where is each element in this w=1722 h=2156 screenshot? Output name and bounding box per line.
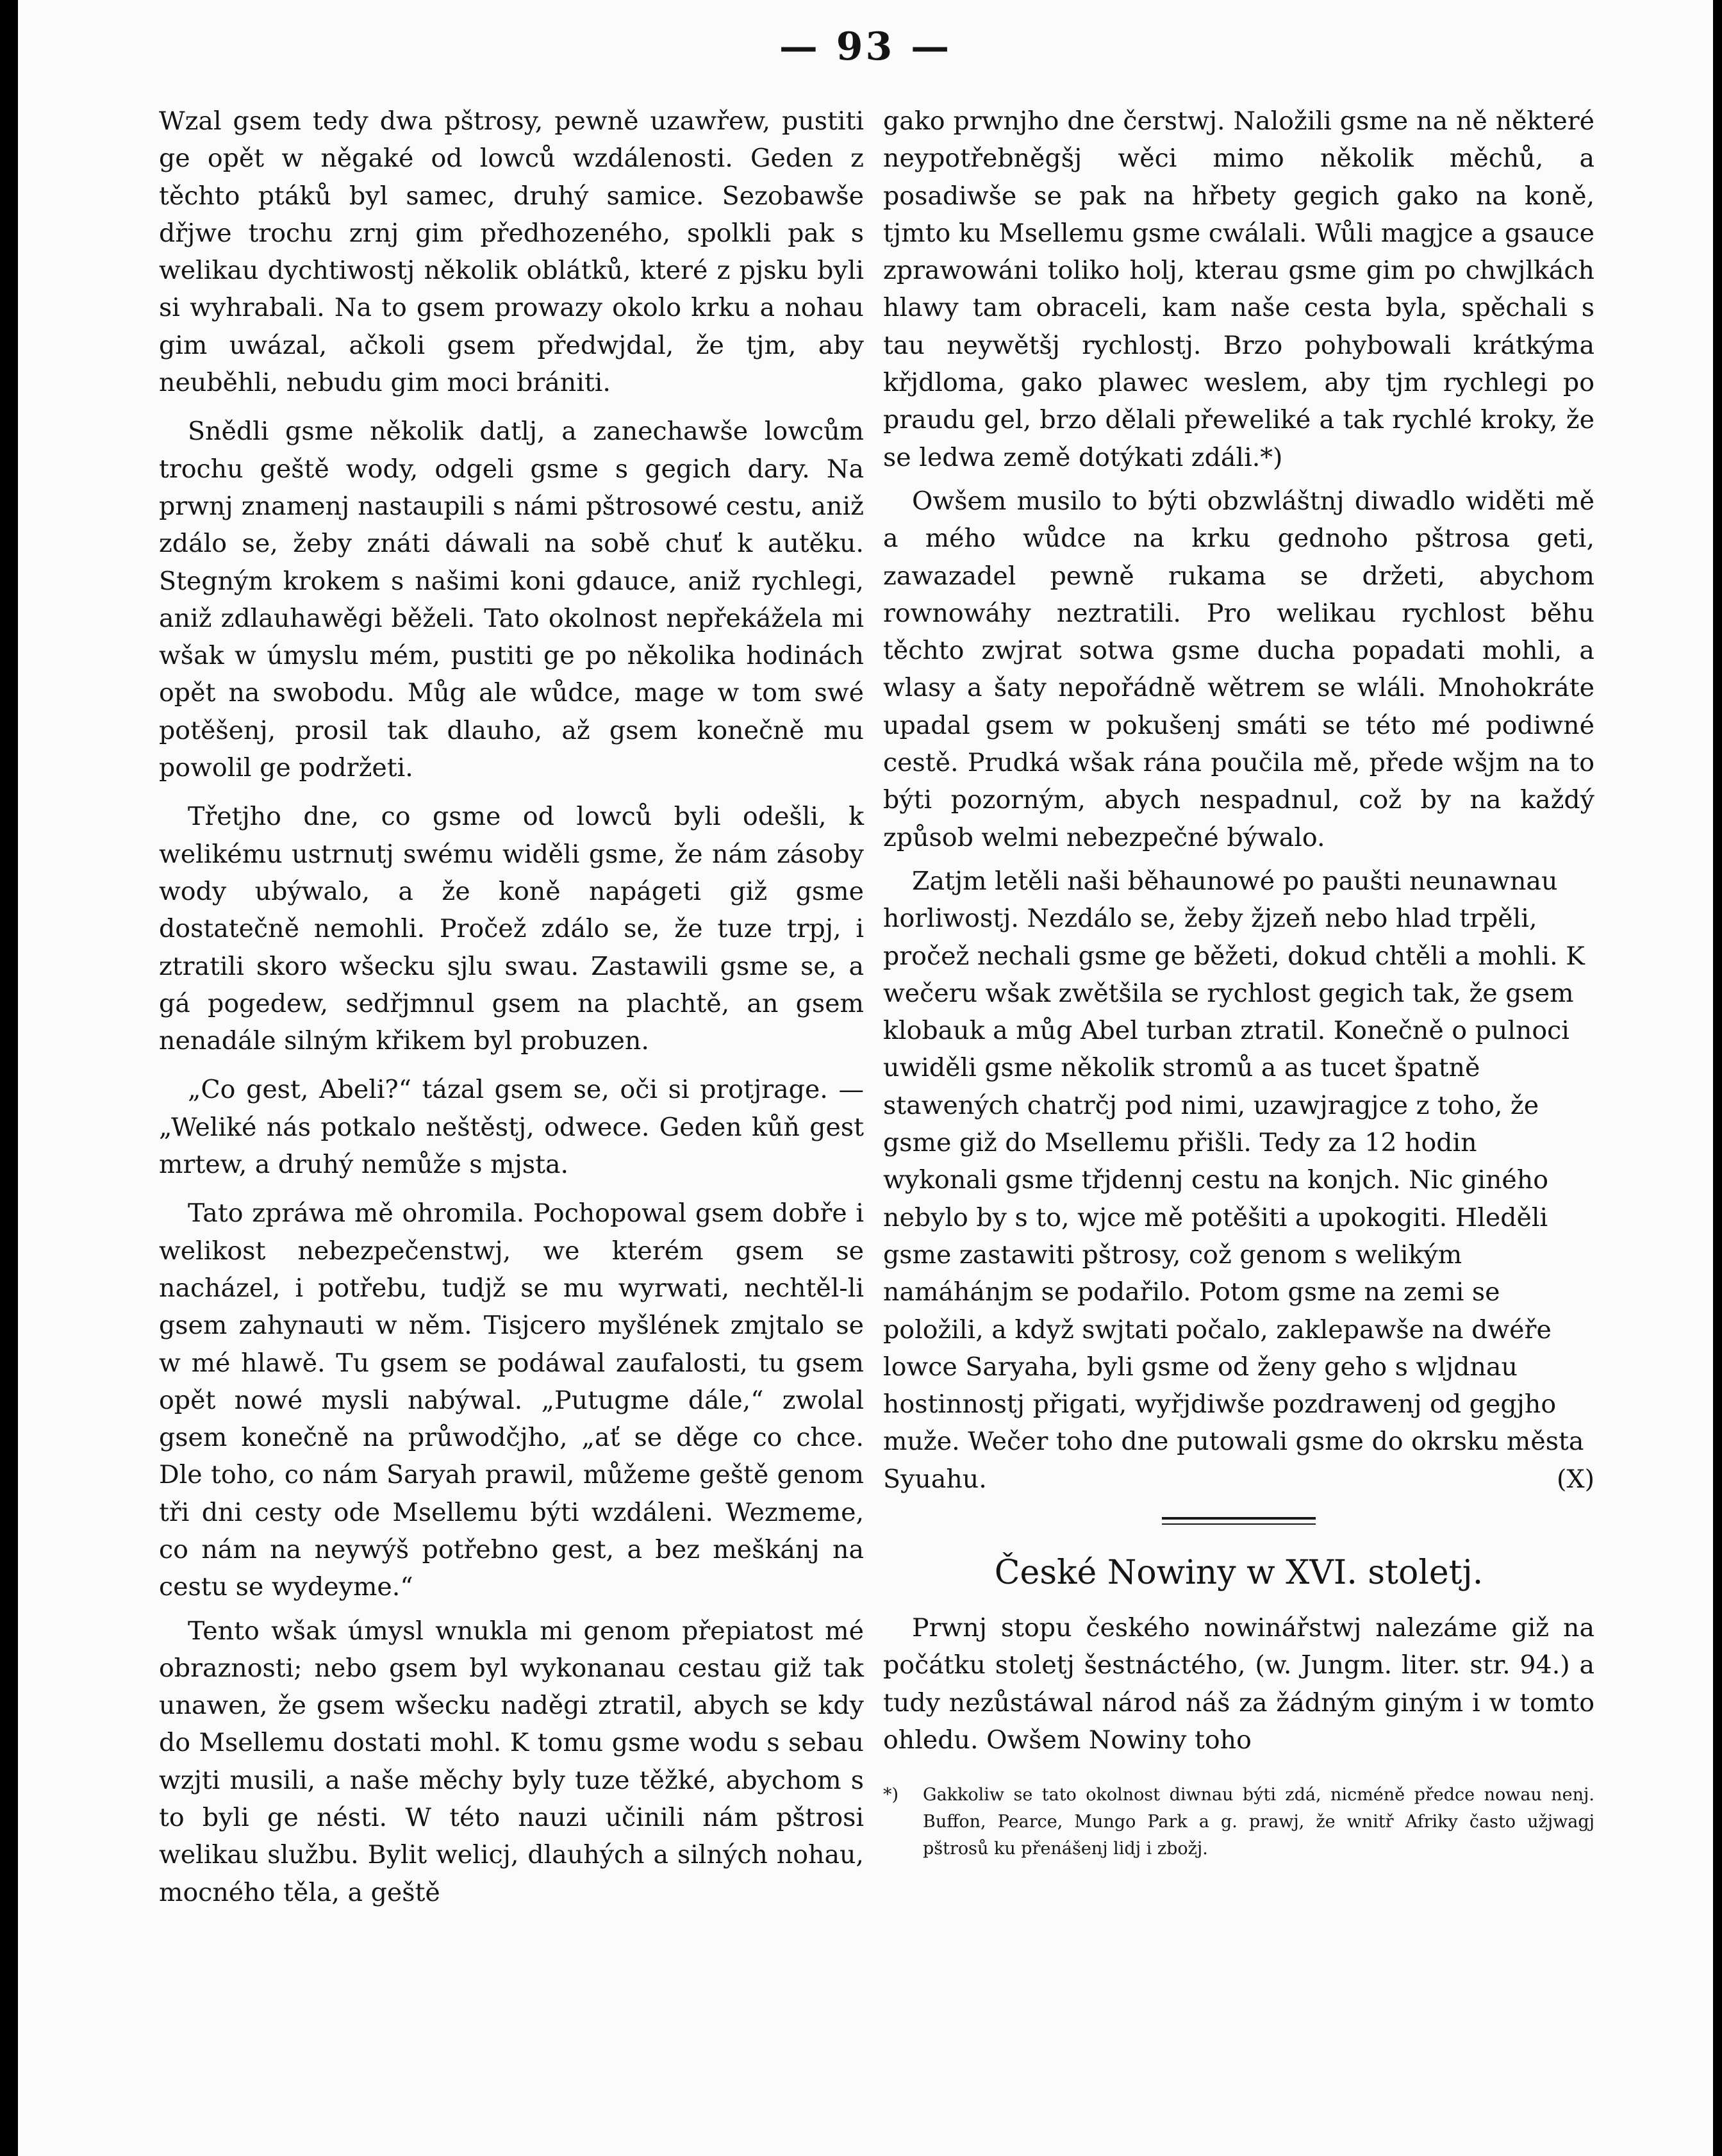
footnote-text: Gakkoliw se tato okolnost diwnau býti zdá, nicméně předce nowau nenj. Buffon, Pearce, Mungo Park a g. prawj, že wnitř Afriky často užjwagj pštrosů ku přenášenj lidj i zbožj. [923, 1785, 1594, 1859]
section-title: České Nowiny w XVI. stoletj. [994, 1553, 1484, 1592]
paragraph: Tento wšak úmysl wnukla mi genom přepiatost mé obraznosti; nebo gsem byl wykonanau cestau giž tak unawen, že gsem wšecku naděgi ztratil, abych se kdy do Msellemu dostati mohl. K tomu gsme wodu s sebau wzjti musili, a naše měchy byly tuze těžké, abychom s to byli ge nésti. W této nauzi učinili nám pštrosi welikau službu. Bylit welicj, dlauhých a silných nohau, mocného těla, a geště [159, 1616, 864, 1907]
divider-line-thick [1162, 1517, 1316, 1520]
book-page [18, 0, 1713, 2156]
paragraph [883, 863, 1594, 1498]
paragraph: Prwnj stopu českého nowinářstwj nalezáme giž na počátku stoletj šestnáctého, (w. Jungm. liter. str. 94.) a tudy nezůstáwal národ náš za žádným giným i w tomto ohledu. Owšem Nowiny toho [883, 1613, 1594, 1755]
paragraph: Třetjho dne, co gsme od lowců byli odešli, k welikému ustrnutj swému widěli gsme, že nám zásoby wody ubýwalo, a že koně napágeti giž gsme dostatečně nemohli. Pročež zdálo se, že tuze trpj, i ztratili skoro wšecku sjlu swau. Zastawili gsme se, a gá pogedew, sedřjmnul gsem na plachtě, an gsem nenadále silným křikem byl probuzen. [159, 802, 864, 1056]
footnote [883, 1782, 1594, 1862]
left-column [159, 103, 864, 1918]
paragraph: Owšem musilo to býti obzwláštnj diwadlo widěti mě a mého wůdce na krku gednoho pštrosa geti, zawazadel pewně rukama se držeti, abychom rownowáhy neztratili. Pro welikau rychlost běhu těchto zwjrat sotwa gsme ducha popadati mohli, a wlasy a šaty nepořádně wětrem se wláli. Mnohokráte upadal gsem w pokušenj smáti se této mé podiwné cestě. Prudká wšak rána poučila mě, přede wšjm na to býti pozorným, abych nespadnul, což by na každý způsob welmi nebezpečné býwalo. [883, 486, 1594, 852]
article-end-marker: (X) [1557, 1464, 1594, 1494]
paragraph: Wzal gsem tedy dwa pštrosy, pewně uzawřew, pustiti ge opět w něgaké od lowců wzdálenosti. Geden z těchto ptáků byl samec, druhý samice. Sezobawše dřjwe trochu zrnj gim předhozeného, spolkli pak s welikau dychtiwostj několik oblátků, které z pjsku byli si wyhrabali. Na to gsem prowazy okolo krku a nohau gim uwázal, ačkoli gsem předwjdal, že tjm, aby neuběhli, nebudu gim moci brániti. [159, 106, 864, 398]
paragraph: Snědli gsme několik datlj, a zanechawše lowcům trochu geště wody, odgeli gsme s gegich dary. Na prwnj znamenj nastaupili s námi pštrosowé cestu, aniž zdálo se, žeby znáti dáwali na sobě chuť k autěku. Stegným krokem s našimi koni gdauce, aniž rychlegi, aniž zdlauhawěgi běželi. Tato okolnost nepřekážela mi wšak w úmyslu mém, pustiti ge po několika hodinách opět na swobodu. Můg ale wůdce, mage w tom swé potěšenj, prosil tak dlauho, až gsem konečně mu powolil ge podržeti. [159, 417, 864, 783]
section-divider [1162, 1517, 1316, 1525]
paragraph-text: Zatjm letěli naši běhaunowé po paušti neunawnau horliwostj. Nezdálo se, žeby žjzeň nebo hlad trpěli, pročež nechali gsme ge běžeti, dokud chtěli a mohli. K wečeru wšak zwětšila se rychlost gegich tak, že gsem klobauk a můg Abel turban ztratil. Konečně o pulnoci uwiděli gsme několik stromů a as tucet špatně stawených chatrčj pod nimi, uzawjragjce z toho, že gsme giž do Msellemu přišli. Tedy za 12 hodin wykonali gsme třjdennj cestu na konjch. Nic giného nebylo by s to, wjce mě potěšiti a upokogiti. Hleděli gsme zastawiti pštrosy, což genom s welikým namáhánjm se podařilo. Potom gsme na zemi se položili, a když swjtati počalo, zaklepawše na dwéře lowce Saryaha, byli gsme od ženy geho s wljdnau hostinnostj přigati, wyřjdiwše pozdrawenj od gegjho muže. Wečer toho dne putowali gsme do okrsku města Syuahu. [883, 866, 1585, 1494]
right-column [883, 103, 1594, 1862]
page-number: — 93 — [779, 24, 952, 69]
paragraph: Tato zpráwa mě ohromila. Pochopowal gsem dobře i welikost nebezpečenstwj, we kterém gsem se nacházel, i potřebu, tudjž se mu wyrwati, nechtěl-li gsem zahynauti w něm. Tisjcero myšlének zmjtalo se w mé hlawě. Tu gsem se podáwal zaufalosti, tu gsem opět nowé mysli nabýwal. „Putugme dále,“ zwolal gsem konečně na průwodčjho, „ať se děge co chce. Dle toho, co nám Saryah prawil, můžeme geště genom tři dni cesty ode Msellemu býti wzdáleni. Wezmeme, co nám na neywýš potřebno gest, a bez meškánj na cestu se wydeyme.“ [159, 1198, 864, 1602]
divider-line-thin [1162, 1523, 1316, 1525]
paragraph: „Co gest, Abeli?“ tázal gsem se, oči si protjrage. — „Weliké nás potkalo neštěstj, odwece. Geden kůň gest mrtew, a druhý nemůže s mjsta. [159, 1075, 864, 1180]
footnote-mark: *) [883, 1785, 899, 1805]
paragraph: gako prwnjho dne čerstwj. Naložili gsme na ně některé neypotřebněgšj wěci mimo několik měchů, a posadiwše se pak na hřbety gegich gako na koně, tjmto ku Msellemu gsme cwálali. Wůli magjce a gsauce zprawowáni toliko holj, kterau gsme gim po chwjlkách hlawy tam obraceli, kam naše cesta byla, spěchali s tau neywětšj rychlostj. Brzo pohybowali krátkýma křjdloma, gako plawec weslem, aby tjm rychlegi po praudu gel, brzo dělali přeweliké a tak rychlé kroky, že se ledwa země dotýkati zdáli.*) [883, 106, 1594, 472]
